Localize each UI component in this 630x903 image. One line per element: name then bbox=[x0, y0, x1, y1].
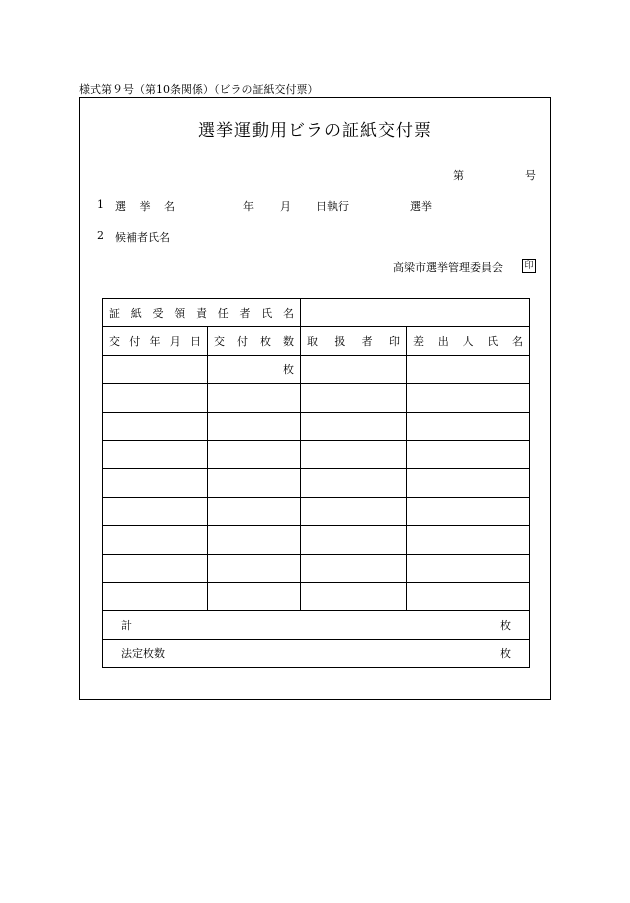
submitter-cell[interactable] bbox=[407, 497, 530, 525]
table-row bbox=[103, 582, 530, 610]
header-char: 証 bbox=[109, 306, 120, 320]
count-cell[interactable] bbox=[208, 355, 301, 383]
total-row bbox=[103, 611, 530, 639]
submitter-cell[interactable] bbox=[407, 355, 530, 383]
col-header-date: 交 付 年 月 日 bbox=[103, 327, 208, 355]
handler-cell[interactable] bbox=[301, 384, 407, 412]
committee-name: 高梁市選挙管理委員会 bbox=[393, 261, 503, 274]
table-row bbox=[103, 469, 530, 497]
form-title: 選挙運動用ビラの証紙交付票 bbox=[198, 121, 432, 141]
table-row bbox=[103, 554, 530, 582]
handler-cell[interactable] bbox=[301, 469, 407, 497]
form-caption: 様式第９号（第10条関係）（ビラの証紙交付票） bbox=[79, 83, 319, 96]
table-row bbox=[103, 384, 530, 412]
date-cell[interactable] bbox=[103, 355, 208, 383]
number-gou: 号 bbox=[525, 169, 536, 182]
handler-cell[interactable] bbox=[301, 440, 407, 468]
date-cell[interactable] bbox=[103, 412, 208, 440]
handler-cell[interactable] bbox=[301, 582, 407, 610]
header-char: 名 bbox=[283, 306, 294, 320]
total-cell[interactable] bbox=[103, 611, 530, 639]
item2-number: 2 bbox=[97, 229, 104, 242]
item1-label-char: 選 bbox=[115, 200, 126, 213]
date-cell[interactable] bbox=[103, 384, 208, 412]
item1-label bbox=[115, 198, 175, 214]
date-cell[interactable] bbox=[103, 582, 208, 610]
total-label: 計 bbox=[121, 618, 132, 632]
voucher-form bbox=[79, 97, 551, 700]
date-cell[interactable] bbox=[103, 440, 208, 468]
legal-count-cell[interactable] bbox=[103, 639, 530, 667]
date-cell[interactable] bbox=[103, 469, 208, 497]
table-row bbox=[103, 355, 530, 383]
item1-election: 選挙 bbox=[410, 200, 432, 213]
count-cell[interactable] bbox=[208, 526, 301, 554]
count-cell[interactable] bbox=[208, 469, 301, 497]
col-header-count: 交 付 枚 数 bbox=[208, 327, 301, 355]
item1-label-char: 挙 bbox=[139, 200, 151, 213]
recipient-row bbox=[103, 299, 530, 327]
date-cell[interactable] bbox=[103, 554, 208, 582]
submitter-cell[interactable] bbox=[407, 440, 530, 468]
submitter-cell[interactable] bbox=[407, 582, 530, 610]
submitter-cell[interactable] bbox=[407, 526, 530, 554]
count-cell[interactable] bbox=[208, 497, 301, 525]
count-cell[interactable] bbox=[208, 582, 301, 610]
handler-cell[interactable] bbox=[301, 497, 407, 525]
header-char: 紙 bbox=[130, 306, 142, 320]
count-cell[interactable] bbox=[208, 440, 301, 468]
legal-count-row bbox=[103, 639, 530, 667]
submitter-cell[interactable] bbox=[407, 469, 530, 497]
handler-cell[interactable] bbox=[301, 526, 407, 554]
item1-number: 1 bbox=[97, 198, 104, 211]
submitter-cell[interactable] bbox=[407, 384, 530, 412]
count-cell[interactable] bbox=[208, 554, 301, 582]
recipient-header bbox=[103, 299, 301, 327]
handler-cell[interactable] bbox=[301, 412, 407, 440]
item1-month: 月 bbox=[280, 200, 291, 213]
header-char: 氏 bbox=[261, 306, 273, 320]
submitter-cell[interactable] bbox=[407, 412, 530, 440]
header-char: 責 bbox=[196, 306, 207, 320]
header-char: 任 bbox=[217, 306, 229, 320]
date-cell[interactable] bbox=[103, 497, 208, 525]
count-cell[interactable] bbox=[208, 384, 301, 412]
date-cell[interactable] bbox=[103, 526, 208, 554]
total-unit: 枚 bbox=[500, 618, 511, 632]
legal-count-label: 法定枚数 bbox=[121, 647, 165, 661]
header-char: 者 bbox=[239, 306, 251, 320]
handler-cell[interactable] bbox=[301, 355, 407, 383]
table-row bbox=[103, 497, 530, 525]
col-header-handler: 取 扱 者 印 bbox=[301, 327, 407, 355]
item1-label-char: 名 bbox=[164, 200, 175, 213]
submitter-cell[interactable] bbox=[407, 554, 530, 582]
header-char: 領 bbox=[174, 306, 186, 320]
voucher-table bbox=[102, 298, 530, 668]
item1-year: 年 bbox=[243, 200, 254, 213]
header-char: 受 bbox=[152, 306, 164, 320]
sheets-unit: 枚 bbox=[283, 363, 294, 377]
handler-cell[interactable] bbox=[301, 554, 407, 582]
col-header-submitter: 差 出 人 氏 名 bbox=[407, 327, 530, 355]
count-cell[interactable] bbox=[208, 412, 301, 440]
seal-mark: 印 bbox=[522, 259, 536, 273]
item1-day-exec: 日執行 bbox=[316, 200, 349, 213]
column-header-row bbox=[103, 327, 530, 355]
table-row bbox=[103, 526, 530, 554]
item2-label: 候補者氏名 bbox=[115, 231, 170, 244]
table-row bbox=[103, 440, 530, 468]
table-row bbox=[103, 412, 530, 440]
legal-count-unit: 枚 bbox=[500, 647, 511, 661]
recipient-name-cell[interactable] bbox=[301, 299, 530, 327]
number-dai: 第 bbox=[453, 169, 464, 182]
